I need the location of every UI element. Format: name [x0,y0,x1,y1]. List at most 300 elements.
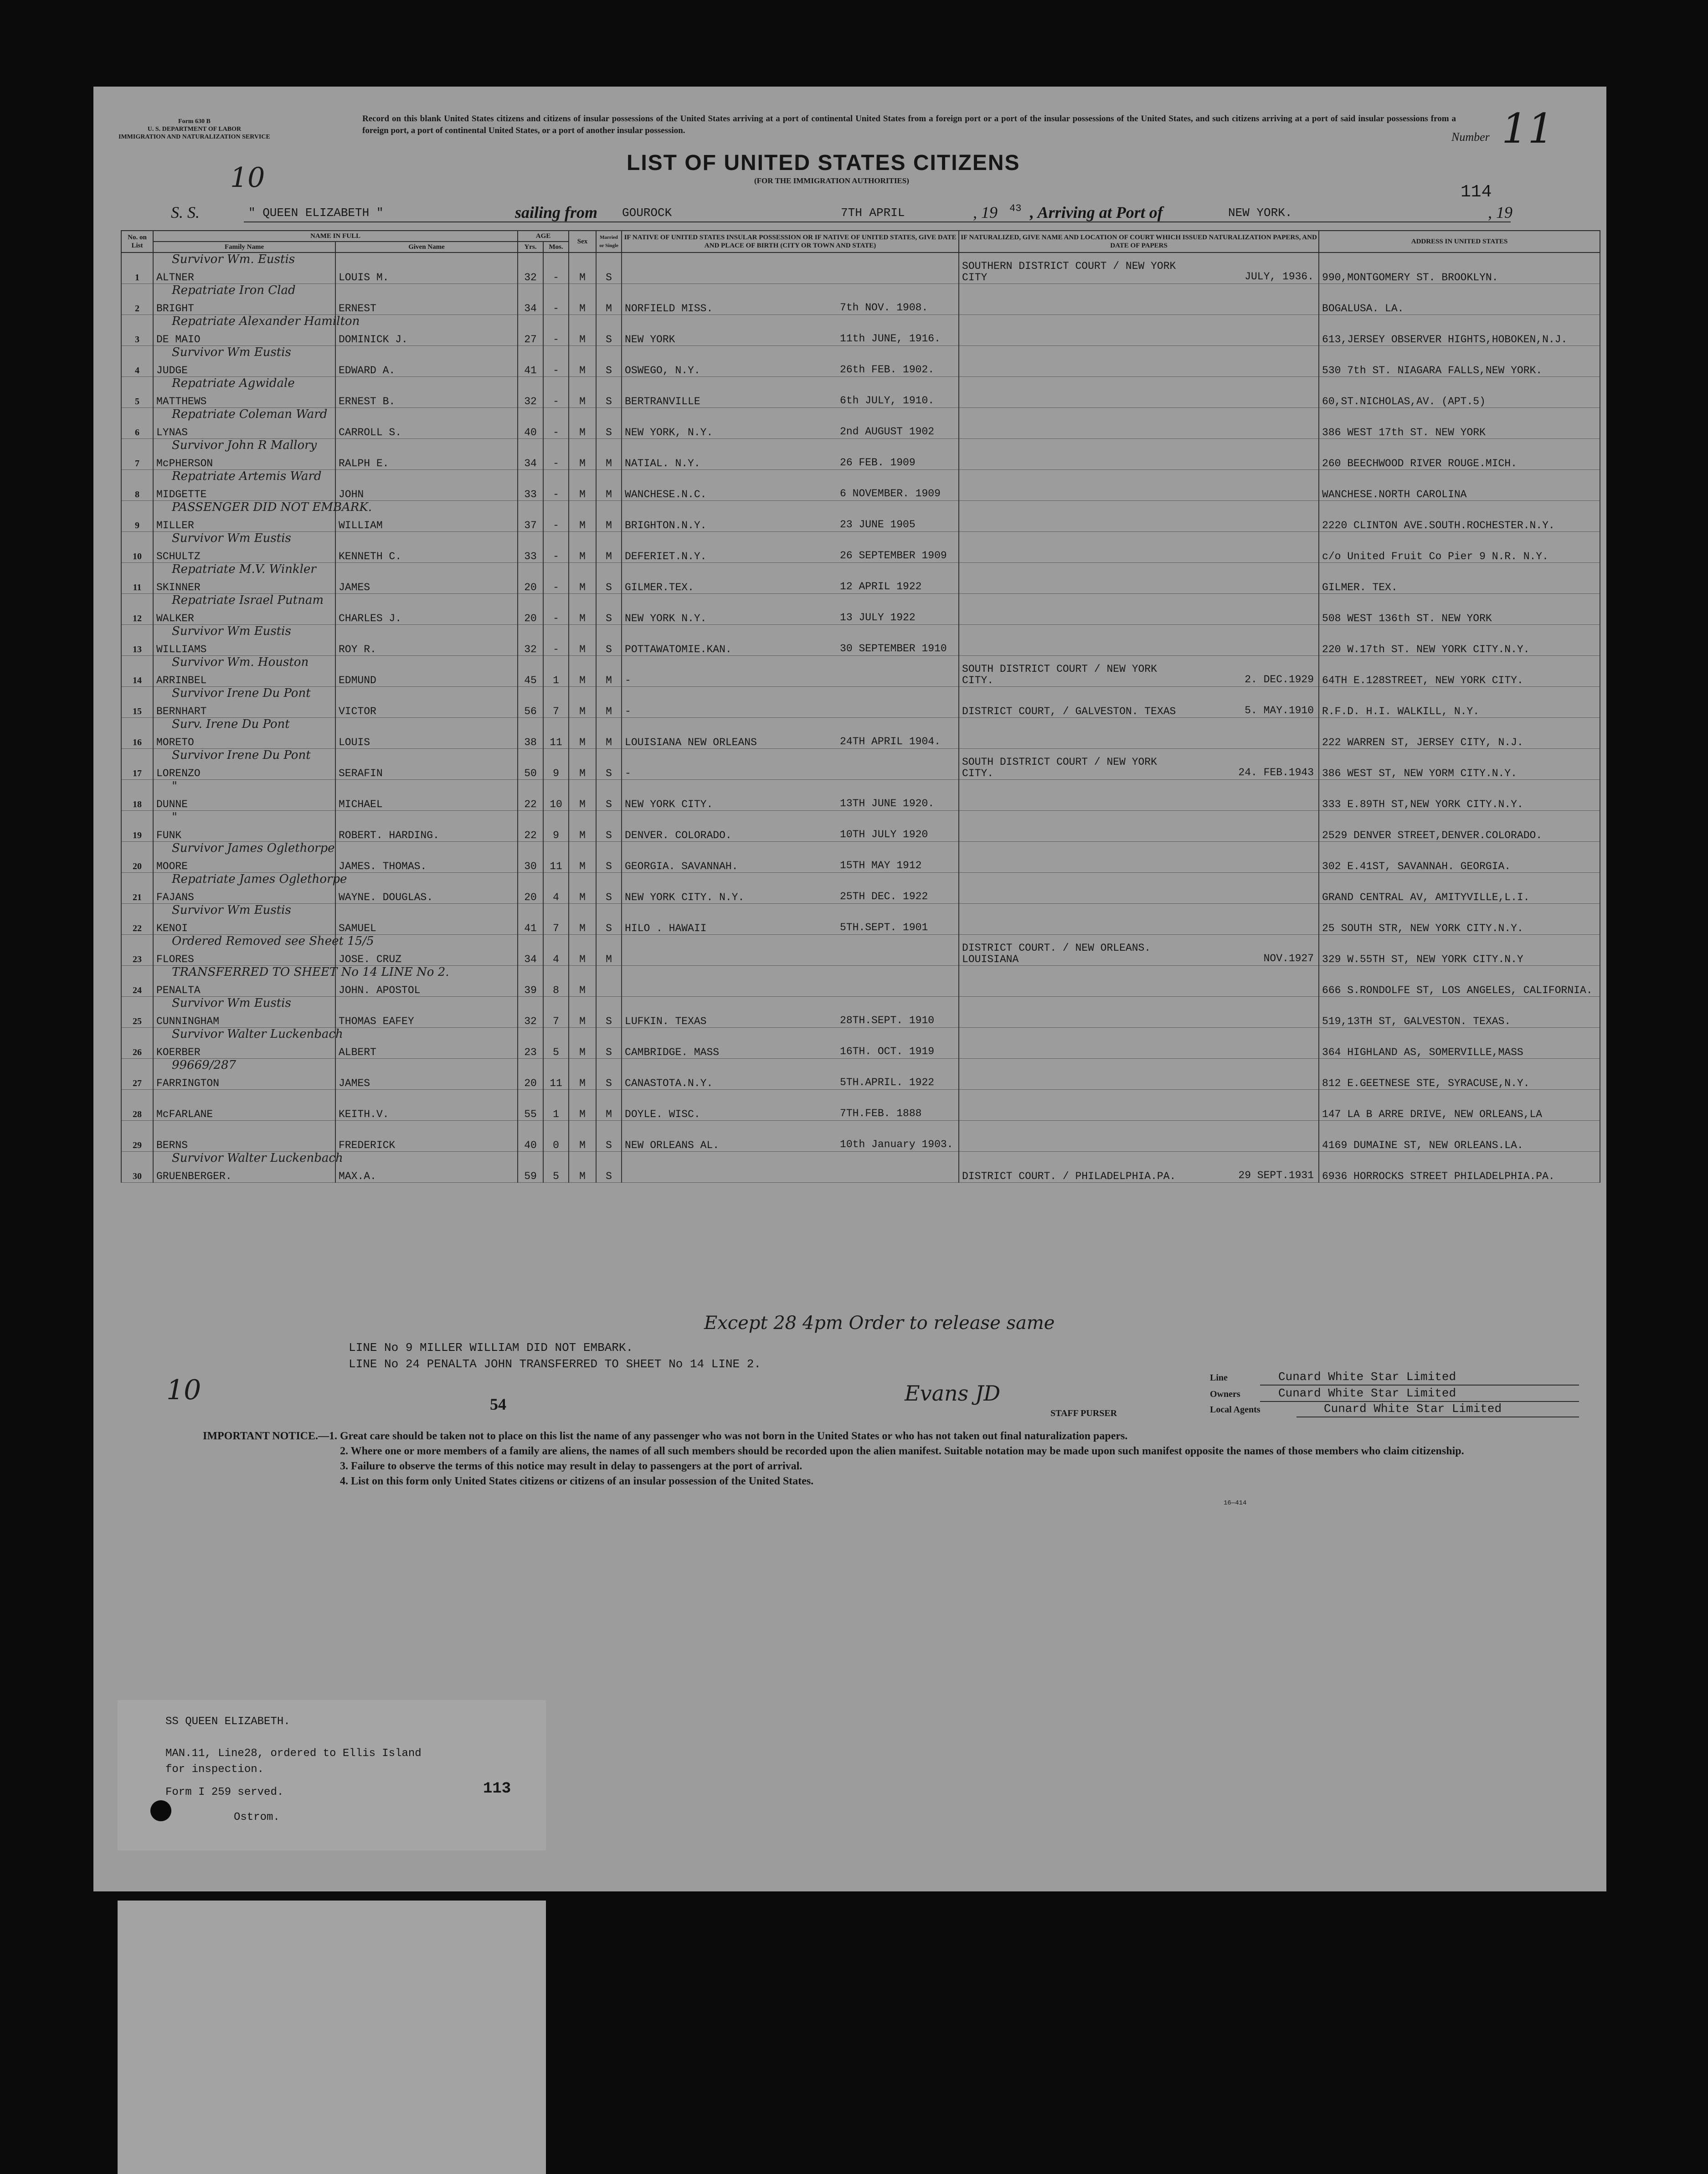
cell-mos [543,997,569,1028]
cell-ms [596,780,622,811]
cell-court [959,1090,1319,1121]
cell-family-text: FLORES [156,953,194,965]
cell-ms [596,252,622,284]
cell-birth-date: 25TH DEC. 1922 [840,891,928,902]
row-annotation: Survivor Wm Eustis [172,345,291,359]
cell-address-text: 2529 DENVER STREET,DENVER.COLORADO. [1322,829,1543,841]
cell-mos [543,501,569,532]
cell-place-text: NEW YORK, N.Y. [625,427,713,438]
inspection-slip-paper [118,1700,546,1850]
ship-name: " QUEEN ELIZABETH " [248,206,384,220]
cell-address [1319,1152,1600,1183]
cell-ms [596,1152,622,1183]
cell-yrs [518,408,543,439]
cell-sex [569,780,596,811]
cell-court [959,656,1319,687]
cell-mos [543,811,569,842]
row-annotation: Survivor Wm. Houston [172,655,309,669]
cell-ms-text: S [606,334,612,345]
cell-yrs-text: 20 [524,613,537,624]
cell-sex-text: M [579,737,586,748]
cell-sex [569,842,596,873]
arriving-label: , Arriving at Port of [1030,203,1163,222]
cell-court [959,563,1319,594]
cell-place-text: POTTAWATOMIE.KAN. [625,644,732,655]
cell-yrs [518,873,543,904]
cell-given [335,377,518,408]
cell-no-text: 24 [133,985,142,995]
cell-yrs [518,1152,543,1183]
row-annotation: Repatriate Israel Putnam [172,593,324,607]
cell-birth-date: 5TH.SEPT. 1901 [840,922,928,933]
cell-given [335,780,518,811]
cell-family-text: DUNNE [156,799,188,810]
cell-no-text: 10 [133,551,142,562]
cell-court-date: 29 SEPT.1931 [1238,1169,1314,1181]
cell-ms-text: S [606,799,612,810]
cell-birth-date: 26 SEPTEMBER 1909 [840,550,947,562]
cell-given-text: FREDERICK [339,1139,396,1151]
cell-ms-text: M [606,520,612,531]
passenger-rows [121,252,1600,1183]
cell-address [1319,1090,1600,1121]
form-id-block [118,118,270,141]
cell-no [121,842,153,873]
cell-place [622,1028,959,1059]
cell-no-text: 3 [135,335,139,345]
cell-family-text: WALKER [156,613,194,624]
slip-line-3: for inspection. [165,1763,264,1776]
cell-address [1319,377,1600,408]
row-annotation: Repatriate Alexander Hamilton [172,314,360,328]
cell-given-text: LOUIS [339,737,370,748]
cell-ms [596,594,622,625]
year-value: 43 [1009,203,1022,214]
cell-place [622,532,959,563]
cell-given-text: JOSE. CRUZ [339,953,402,965]
row-annotation: Repatriate Coleman Ward [172,407,328,421]
cell-given-text: CHARLES J. [339,613,402,624]
cell-place-text: BERTRANVILLE [625,396,700,407]
cell-ms-text: M [606,458,612,469]
cell-mos [543,1059,569,1090]
slip-line-5: Ostrom. [234,1811,280,1824]
cell-family-text: MOORE [156,860,188,872]
cell-sex-text: M [579,613,586,624]
cell-no-text: 19 [133,830,142,840]
table-row [121,284,1600,315]
row-annotation: Repatriate Iron Clad [172,283,296,297]
cell-birth-date: 28TH.SEPT. 1910 [840,1015,935,1026]
cell-address [1319,780,1600,811]
col-married: Married or Single [596,231,622,252]
table-row [121,439,1600,470]
cell-sex-text: M [579,706,586,717]
cell-address [1319,1059,1600,1090]
cell-mos [543,904,569,935]
cell-mos-text: 9 [553,829,559,841]
cell-address-text: 508 WEST 136th ST. NEW YORK [1322,613,1492,624]
cell-no-text: 6 [135,428,139,438]
cell-court [959,873,1319,904]
cell-sex [569,935,596,966]
cell-yrs-text: 20 [524,582,537,593]
corner-handwritten-mark: 10 [230,162,265,194]
cell-place-text: WANCHESE.N.C. [625,489,707,500]
cell-place-text: DEFERIET.N.Y. [625,551,707,562]
cell-given [335,470,518,501]
table-row [121,935,1600,966]
cell-address-text: 222 WARREN ST, JERSEY CITY, N.J. [1322,737,1523,748]
cell-mos-text: 11 [550,1077,562,1089]
cell-given [335,904,518,935]
cell-family-text: FUNK [156,829,182,841]
owners-underline [1260,1401,1579,1402]
cell-birth-date: 11th JUNE, 1916. [840,333,941,345]
cell-no [121,439,153,470]
cell-family-text: MILLER [156,520,194,531]
cell-mos-text: - [553,396,559,407]
cell-yrs [518,935,543,966]
cell-ms [596,439,622,470]
cell-yrs [518,1059,543,1090]
cell-given-text: WILLIAM [339,520,383,531]
row-annotation: Survivor Wm Eustis [172,903,291,917]
cell-court [959,594,1319,625]
cell-sex [569,1028,596,1059]
cell-place [622,966,959,997]
table-row [121,1152,1600,1183]
slip-line-2: MAN.11, Line28, ordered to Ellis Island [165,1747,422,1760]
cell-mos [543,1028,569,1059]
cell-no [121,470,153,501]
table-row [121,408,1600,439]
cell-given-text: JAMES [339,582,370,593]
row-annotation: Ordered Removed see Sheet 15/5 [172,934,374,948]
cell-yrs [518,687,543,718]
cell-given-text: SAMUEL [339,922,376,934]
cell-address-text: 386 WEST 17th ST. NEW YORK [1322,427,1486,438]
cell-sex [569,625,596,656]
table-row [121,532,1600,563]
cell-place [622,842,959,873]
cell-ms-text: S [606,891,612,903]
cell-mos [543,532,569,563]
cell-given [335,873,518,904]
cell-ms-text: S [606,768,612,779]
page-stamp: 114 [1461,182,1492,202]
cell-mos [543,842,569,873]
cell-given-text: JOHN. APOSTOL [339,984,421,996]
cell-sex-text: M [579,984,586,996]
cell-no-text: 16 [133,737,142,747]
port-from: GOUROCK [622,206,672,220]
cell-given [335,594,518,625]
cell-family [153,904,335,935]
cell-mos-text: 11 [550,860,562,872]
cell-yrs-text: 40 [524,427,537,438]
cell-yrs [518,966,543,997]
cell-mos-text: 0 [553,1139,559,1151]
col-no: No. on List [121,231,153,252]
cell-mos [543,594,569,625]
cell-mos [543,315,569,346]
cell-no-text: 13 [133,644,142,654]
cell-sex-text: M [579,520,586,531]
cell-ms [596,873,622,904]
cell-birth-date: 7TH.FEB. 1888 [840,1108,922,1119]
cell-given [335,749,518,780]
binder-hole [150,1800,171,1821]
cell-no-text: 5 [135,397,139,407]
cell-mos [543,377,569,408]
cell-court-text: SOUTH DISTRICT COURT / NEW YORK CITY. [962,756,1157,779]
cell-ms-text: S [606,1077,612,1089]
cell-yrs [518,718,543,749]
cell-family [153,625,335,656]
cell-ms-text: M [606,675,612,686]
cell-no-text: 27 [133,1078,142,1088]
cell-family-text: ALTNER [156,272,194,283]
cell-sex [569,687,596,718]
cell-sex [569,346,596,377]
cell-no-text: 30 [133,1171,142,1181]
row-annotation: Survivor Walter Luckenbach [172,1027,343,1041]
cell-address [1319,346,1600,377]
cell-address [1319,687,1600,718]
cell-address-text: 613,JERSEY OBSERVER HIGHTS,HOBOKEN,N.J. [1322,334,1568,345]
row-annotation: Survivor Wm. Eustis [172,252,295,266]
cell-ms-text: M [606,1108,612,1120]
cell-family [153,842,335,873]
cell-given [335,842,518,873]
cell-sex [569,749,596,780]
cell-place [622,873,959,904]
cell-court [959,470,1319,501]
cell-family [153,408,335,439]
cell-given-text: RALPH E. [339,458,389,469]
cell-yrs-text: 22 [524,799,537,810]
cell-family [153,656,335,687]
cell-sex-text: M [579,860,586,872]
cell-court [959,315,1319,346]
cell-court [959,1152,1319,1183]
cell-birth-date: 26 FEB. 1909 [840,457,916,469]
page-subtitle: (FOR THE IMMIGRATION AUTHORITIES) [754,176,909,185]
cell-ms [596,749,622,780]
cell-sex-text: M [579,644,586,655]
cell-birth-date: 12 APRIL 1922 [840,581,922,592]
agents-label: Local Agents [1210,1405,1260,1415]
row-annotation: Survivor Wm Eustis [172,996,291,1010]
cell-yrs-text: 34 [524,458,537,469]
cell-birth-date: 10TH JULY 1920 [840,829,928,840]
cell-place-text: GEORGIA. SAVANNAH. [625,860,738,872]
row-annotation: PASSENGER DID NOT EMBARK. [172,500,372,514]
cell-place [622,1090,959,1121]
cell-yrs [518,811,543,842]
cell-yrs-text: 56 [524,706,537,717]
cell-sex-text: M [579,334,586,345]
cell-ms [596,811,622,842]
cell-yrs [518,625,543,656]
cell-no-text: 22 [133,923,142,933]
cell-sex-text: M [579,489,586,500]
cell-sex-text: M [579,1046,586,1058]
cell-place [622,594,959,625]
cell-mos [543,346,569,377]
cell-sex-text: M [579,1015,586,1027]
cell-sex [569,377,596,408]
cell-yrs [518,470,543,501]
cell-yrs-text: 37 [524,520,537,531]
cell-court-text: DISTRICT COURT. / PHILADELPHIA.PA. [962,1170,1176,1182]
cell-family [153,1151,343,1183]
cell-mos-text: 7 [553,706,559,717]
page-title: LIST OF UNITED STATES CITIZENS [627,151,1020,175]
cell-court [959,718,1319,749]
department: U. S. DEPARTMENT OF LABOR [147,126,242,133]
release-annotation: Except 28 4pm Order to release same [704,1313,1055,1334]
table-row [121,377,1600,408]
cell-address [1319,470,1600,501]
cell-given-text: ROBERT. HARDING. [339,829,439,841]
cell-place [622,997,959,1028]
cell-place-text: LOUISIANA NEW ORLEANS [625,737,757,748]
cell-place [622,1059,959,1090]
cell-mos [543,1152,569,1183]
notice-item-4: 4. List on this form only United States citizens or citizens of an insular possession of the United States. [340,1475,814,1487]
cell-address-text: 530 7th ST. NIAGARA FALLS,NEW YORK. [1322,365,1543,376]
cell-no-text: 11 [133,582,142,592]
table-row [121,1028,1600,1059]
cell-no-text: 20 [133,861,142,871]
cell-given-text: EDMUND [339,675,376,686]
cell-yrs [518,532,543,563]
cell-court [959,252,1319,284]
port-to: NEW YORK. [1228,206,1292,220]
cell-sex-text: M [579,1139,586,1151]
cell-ms-text: S [606,1170,612,1182]
cell-place [622,377,959,408]
cell-address [1319,408,1600,439]
cell-court [959,501,1319,532]
cell-yrs [518,377,543,408]
col-yrs: Yrs. [518,242,543,252]
cell-address [1319,563,1600,594]
cell-mos [543,1121,569,1152]
cell-sex [569,501,596,532]
table-row [121,594,1600,625]
cell-no-text: 23 [133,954,142,964]
manifest-sheet [93,87,1606,1891]
cell-ms-text: S [606,613,612,624]
slip-line-4: Form I 259 served. [165,1786,284,1798]
notice-item-3: 3. Failure to observe the terms of this notice may result in delay to passengers at the port of arrival. [340,1460,803,1472]
cell-no-text: 2 [135,304,139,314]
cell-ms [596,470,622,501]
table-row [121,563,1600,594]
cell-no [121,346,153,377]
cell-family [153,563,335,594]
cell-birth-date: 16TH. OCT. 1919 [840,1046,935,1057]
cell-ms-text: M [606,489,612,500]
cell-court [959,408,1319,439]
owners-value: Cunard White Star Limited [1278,1386,1456,1400]
cell-place [622,656,959,687]
cell-mos-text: - [553,365,559,376]
cell-given-text: WAYNE. DOUGLAS. [339,891,433,903]
cell-court-date: NOV.1927 [1263,953,1314,964]
table-row [121,1059,1600,1090]
cell-sex-text: M [579,396,586,407]
cell-address-text: 386 WEST ST, NEW YORM CITY.N.Y. [1322,768,1517,779]
cell-sex [569,718,596,749]
cell-family-text: SKINNER [156,582,201,593]
cell-family [153,718,335,749]
cell-given-text: ERNEST [339,303,376,314]
cell-yrs-text: 40 [524,1139,537,1151]
cell-place-text: - [625,706,631,717]
cell-yrs-text: 20 [524,891,537,903]
cell-address [1319,1028,1600,1059]
cell-no-text: 18 [133,799,142,809]
cell-ms [596,1090,622,1121]
cell-court [959,1059,1319,1090]
cell-court [959,749,1319,780]
cell-family-text: MORETO [156,737,194,748]
cell-yrs [518,1121,543,1152]
cell-no-text: 29 [133,1140,142,1150]
cell-mos [543,780,569,811]
cell-no-text: 4 [135,366,139,376]
cell-place-text: GILMER.TEX. [625,582,694,593]
cell-given-text: SERAFIN [339,768,383,779]
year2-label: , 19 [1488,203,1513,222]
cell-place [622,904,959,935]
cell-mos [543,1090,569,1121]
cell-address-text: 519,13TH ST, GALVESTON. TEXAS. [1322,1015,1511,1027]
cell-court [959,625,1319,656]
cell-address [1319,625,1600,656]
cell-address-text: 60,ST.NICHOLAS,AV. (APT.5) [1322,396,1486,407]
cell-birth-date: 15TH MAY 1912 [840,860,922,871]
cell-place-text: NEW YORK CITY. N.Y. [625,891,745,903]
cell-no [121,1090,153,1121]
cell-given-text: JOHN [339,489,364,500]
cell-place [622,439,959,470]
cell-birth-date: 5TH.APRIL. 1922 [840,1077,935,1088]
cell-ms-text: M [606,706,612,717]
cell-address [1319,1121,1600,1152]
cell-family [153,532,335,563]
cell-ms-text: S [606,644,612,655]
cell-mos [543,625,569,656]
col-native: IF NATIVE OF UNITED STATES INSULAR POSSESSION OR IF NATIVE OF UNITED STATES, GIVE DATE AND PLACE OF BIRTH (CITY OR TOWN AND STATE) [622,231,959,252]
cell-address-text: 990,MONTGOMERY ST. BROOKLYN. [1322,272,1498,283]
col-name-in-full: NAME IN FULL [153,231,518,242]
cell-yrs-text: 32 [524,272,537,283]
cell-no [121,315,153,346]
cell-no [121,594,153,625]
cell-yrs [518,563,543,594]
cell-court [959,284,1319,315]
slip-number: 113 [483,1780,511,1798]
cell-yrs-text: 27 [524,334,537,345]
cell-yrs-text: 55 [524,1108,537,1120]
cell-no [121,1121,153,1152]
cell-given-text: THOMAS EAFEY [339,1015,414,1027]
